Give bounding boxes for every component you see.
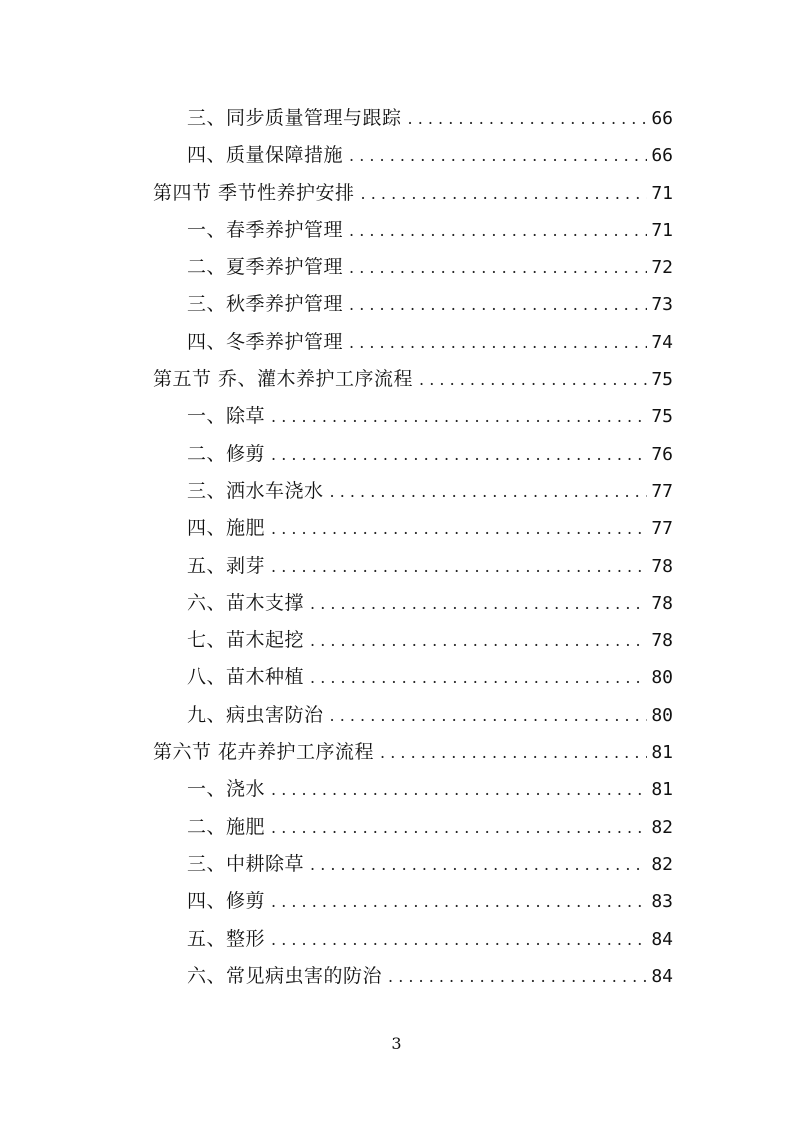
toc-entry[interactable] <box>153 622 673 659</box>
toc-entry-page: 80 <box>651 667 673 689</box>
toc-entry-page: 81 <box>651 779 673 801</box>
toc-dot-leader <box>271 809 647 846</box>
toc-entry[interactable] <box>153 585 673 622</box>
toc-entry[interactable] <box>153 809 673 846</box>
toc-entry-title: 八、苗木种植 <box>187 666 305 689</box>
toc-entry-page: 71 <box>651 219 673 241</box>
toc-dot-leader <box>388 958 647 995</box>
toc-entry[interactable] <box>153 548 673 585</box>
toc-dot-leader <box>271 548 647 585</box>
toc-entry-title: 一、春季养护管理 <box>187 218 344 241</box>
toc-entry-title: 一、浇水 <box>187 778 266 801</box>
toc-entry-title: 第六节 花卉养护工序流程 <box>153 741 375 764</box>
toc-entry-title: 七、苗木起挖 <box>187 629 305 652</box>
toc-entry[interactable] <box>153 286 673 323</box>
toc-entry[interactable] <box>153 436 673 473</box>
toc-dot-leader <box>310 622 647 659</box>
toc-entry[interactable] <box>153 100 673 137</box>
toc-dot-leader <box>419 361 647 398</box>
toc-dot-leader <box>271 883 647 920</box>
toc-entry-page: 77 <box>651 480 673 502</box>
toc-dot-leader <box>349 137 647 174</box>
toc-entry-title: 一、除草 <box>187 405 266 428</box>
toc-entry-title: 二、施肥 <box>187 815 266 838</box>
toc-entry-title: 第五节 乔、灌木养护工序流程 <box>153 368 414 391</box>
toc-entry-page: 80 <box>651 704 673 726</box>
toc-dot-leader <box>271 398 647 435</box>
toc-entry[interactable] <box>153 212 673 249</box>
toc-entry-page: 82 <box>651 816 673 838</box>
toc-entry[interactable] <box>153 175 673 212</box>
toc-entry[interactable] <box>153 324 673 361</box>
toc-entry-title: 六、常见病虫害的防治 <box>187 964 383 987</box>
toc-dot-leader <box>349 212 647 249</box>
toc-entry[interactable] <box>153 958 673 995</box>
toc-entry-page: 78 <box>651 630 673 652</box>
toc-dot-leader <box>349 324 647 361</box>
toc-dot-leader <box>271 510 647 547</box>
toc-entry-page: 72 <box>651 257 673 279</box>
toc-dot-leader <box>330 697 648 734</box>
toc-entry-title: 三、洒水车浇水 <box>187 479 324 502</box>
toc-dot-leader <box>271 771 647 808</box>
toc-entry-page: 75 <box>651 369 673 391</box>
toc-dot-leader <box>349 249 647 286</box>
toc-entry-page: 71 <box>651 182 673 204</box>
toc-entry-title: 四、冬季养护管理 <box>187 330 344 353</box>
toc-dot-leader <box>310 846 647 883</box>
toc-entry[interactable] <box>153 361 673 398</box>
toc-entry[interactable] <box>153 846 673 883</box>
toc-entry-page: 73 <box>651 294 673 316</box>
toc-entry-page: 77 <box>651 518 673 540</box>
toc-dot-leader <box>349 286 647 323</box>
toc-entry-page: 83 <box>651 891 673 913</box>
toc-entry-title: 三、同步质量管理与跟踪 <box>187 107 402 129</box>
toc-dot-leader <box>408 100 648 137</box>
toc-entry-page: 84 <box>651 928 673 950</box>
toc-entry-title: 第四节 季节性养护安排 <box>153 181 355 204</box>
toc-dot-leader <box>271 921 647 958</box>
toc-entry-title: 四、施肥 <box>187 517 266 540</box>
toc-entry-title: 五、整形 <box>187 927 266 950</box>
toc-entry-title: 九、病虫害防治 <box>187 703 324 726</box>
toc-entry-page: 82 <box>651 853 673 875</box>
toc-dot-leader <box>361 175 648 212</box>
toc-entry-title: 三、中耕除草 <box>187 852 305 875</box>
toc-entry[interactable] <box>153 921 673 958</box>
toc-entry[interactable] <box>153 398 673 435</box>
toc-entry-title: 五、剥芽 <box>187 554 266 577</box>
toc-entry-page: 74 <box>651 331 673 353</box>
toc-dot-leader <box>330 473 648 510</box>
toc-entry[interactable] <box>153 771 673 808</box>
toc-entry-title: 四、质量保障措施 <box>187 144 344 167</box>
toc-entry-page: 78 <box>651 592 673 614</box>
toc-entry[interactable] <box>153 734 673 771</box>
toc-entry-page: 84 <box>651 965 673 987</box>
toc-entry[interactable] <box>153 697 673 734</box>
toc-entry-title: 二、修剪 <box>187 442 266 465</box>
toc-entry-page: 66 <box>651 108 673 129</box>
toc-entry[interactable] <box>153 473 673 510</box>
toc-entry-page: 66 <box>651 145 673 167</box>
toc-entry[interactable] <box>153 249 673 286</box>
toc-entry-title: 六、苗木支撑 <box>187 591 305 614</box>
toc-entry[interactable] <box>153 510 673 547</box>
page-number: 3 <box>391 1034 402 1053</box>
toc-entry-page: 78 <box>651 555 673 577</box>
toc-entry-title: 三、秋季养护管理 <box>187 293 344 316</box>
toc-entry-page: 76 <box>651 443 673 465</box>
toc-entry-title: 四、修剪 <box>187 890 266 913</box>
toc-entry-page: 75 <box>651 406 673 428</box>
toc-entry[interactable] <box>153 137 673 174</box>
toc-dot-leader <box>271 436 647 473</box>
toc-entry-page: 81 <box>651 742 673 764</box>
toc-dot-leader <box>310 585 647 622</box>
toc-entry[interactable] <box>153 659 673 696</box>
toc-entry[interactable] <box>153 883 673 920</box>
toc-dot-leader <box>310 659 647 696</box>
table-of-contents <box>153 100 673 995</box>
toc-entry-title: 二、夏季养护管理 <box>187 256 344 279</box>
toc-dot-leader <box>380 734 647 771</box>
